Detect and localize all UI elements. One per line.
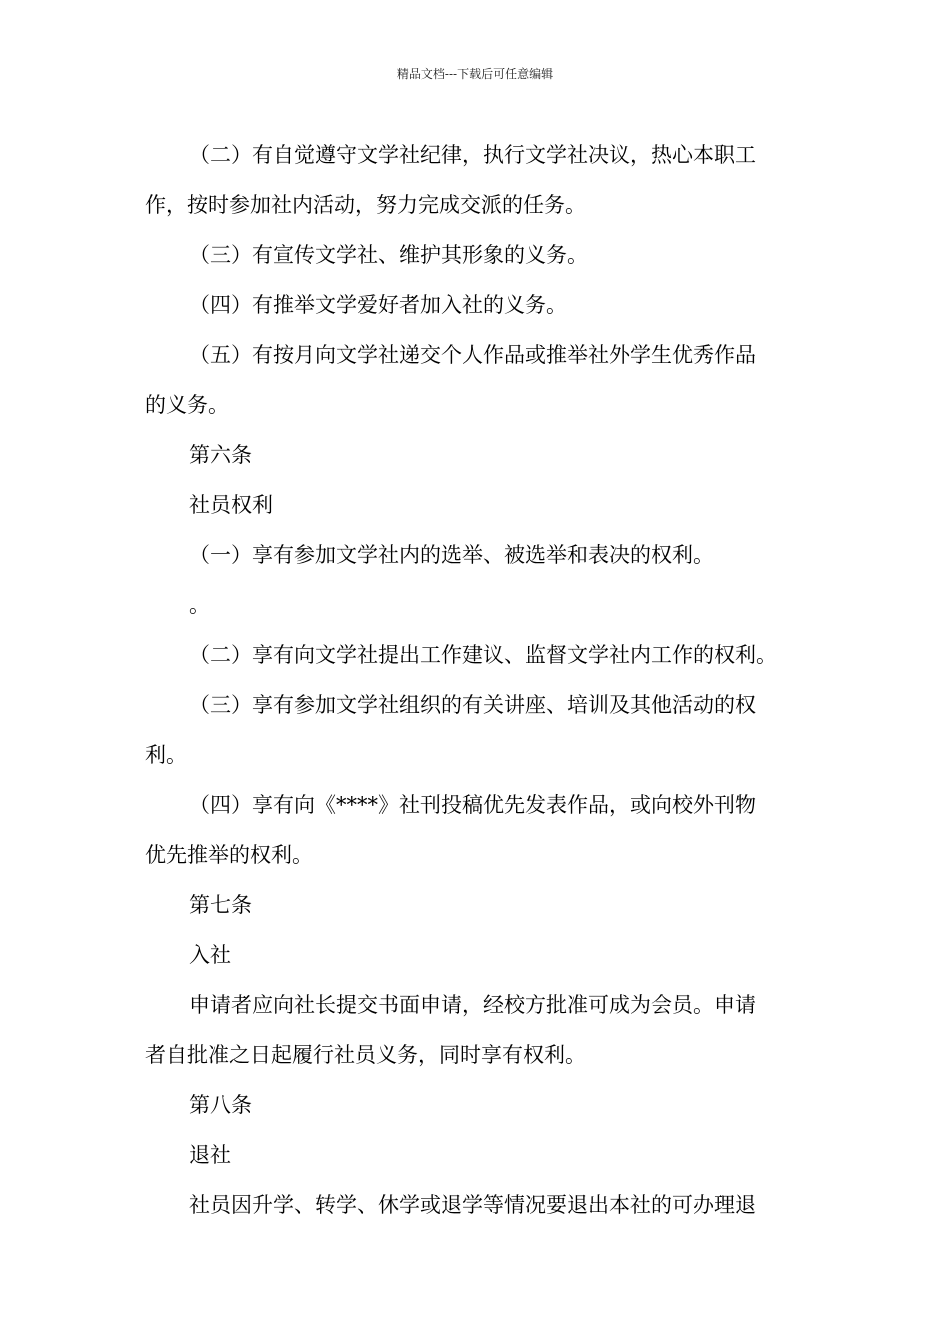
paragraph-line: 者自批准之日起履行社员义务，同时享有权利。: [145, 1043, 586, 1067]
paragraph-line: 的义务。: [145, 393, 229, 417]
paragraph-line: 社员因升学、转学、休学或退学等情况要退出本社的可办理退: [189, 1193, 756, 1217]
article-heading: 第八条: [189, 1093, 252, 1117]
paragraph-line: （三）享有参加文学社组织的有关讲座、培训及其他活动的权: [189, 693, 756, 717]
article-heading: 第六条: [189, 443, 252, 467]
paragraph-line: （五）有按月向文学社递交个人作品或推举社外学生优秀作品: [189, 343, 756, 367]
paragraph-line: 申请者应向社长提交书面申请，经校方批准可成为会员。申请: [189, 993, 756, 1017]
paragraph-line: （二）享有向文学社提出工作建议、监督文学社内工作的权利。: [189, 643, 777, 667]
paragraph-line: （二）有自觉遵守文学社纪律，执行文学社决议，热心本职工: [189, 143, 756, 167]
paragraph-line: 利。: [145, 743, 187, 767]
article-heading: 第七条: [189, 893, 252, 917]
paragraph-line: 。: [189, 593, 210, 617]
paragraph-line: （四）有推举文学爱好者加入社的义务。: [189, 293, 567, 317]
paragraph-line: （一）享有参加文学社内的选举、被选举和表决的权利。: [189, 543, 714, 567]
paragraph-line: 优先推举的权利。: [145, 843, 313, 867]
page-header: 精品文档---下载后可任意编辑: [396, 67, 554, 81]
paragraph-line: 作，按时参加社内活动，努力完成交派的任务。: [145, 193, 586, 217]
paragraph-line: （四）享有向《****》社刊投稿优先发表作品，或向校外刊物: [189, 793, 756, 817]
document-body: [145, 130, 805, 1230]
paragraph-line: （三）有宣传文学社、维护其形象的义务。: [189, 243, 588, 267]
section-title: 入社: [189, 943, 231, 967]
section-title: 退社: [189, 1143, 231, 1167]
section-title: 社员权利: [189, 493, 273, 517]
